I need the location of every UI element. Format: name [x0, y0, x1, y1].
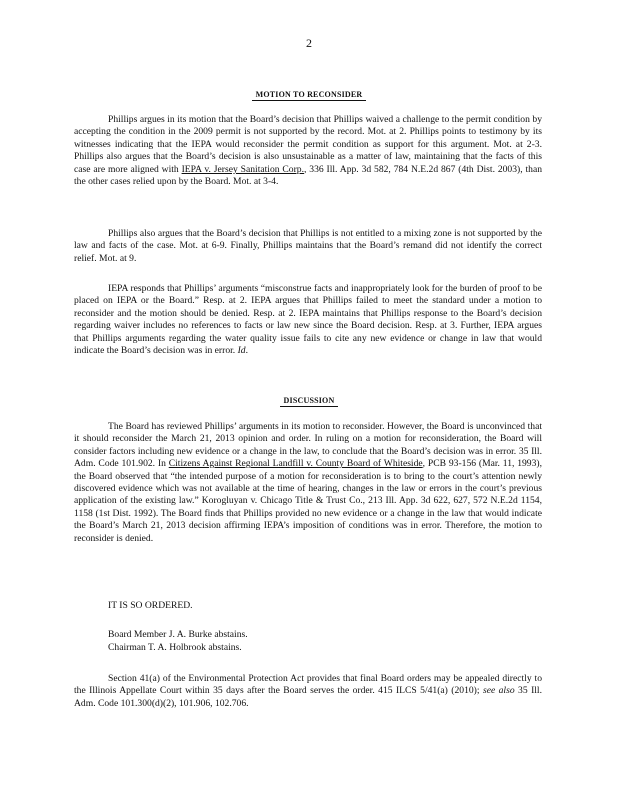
motion-paragraph-3-text-a: IEPA responds that Phillips’ arguments “misconstrue facts and inappropriately look for the burden of proof to be placed on IEPA or the Board.” Resp. at 2. IEPA argues that Phillips failed to meet the standard under a motion to reconsider and the motion should be denied. Resp. at 2. IEPA maintains that Phillips response to the Board’s decision regarding waiver includes no references to facts or law new since the Board decision. Resp. at 3. Further, IEPA argues that Phillips arguments regarding the water quality issue fails to cite any new evidence or change in law that would indicate the Board’s decision was in error.: [74, 283, 542, 357]
discussion-heading-text: DISCUSSION: [280, 396, 339, 407]
discussion-paragraph-2: [74, 673, 542, 710]
motion-paragraph-2: Phillips also argues that the Board’s decision that Phillips is not entitled to a mixing zone is not supported by the law and facts of the case. Mot. at 6-9. Finally, Phillips maintains that the Board’s remand did not identify the correct relief. Mot. at 9.: [74, 228, 542, 264]
order-statement: IT IS SO ORDERED.: [108, 600, 193, 611]
motion-heading-text: MOTION TO RECONSIDER: [252, 90, 367, 101]
discussion-paragraph-1-text-b: , PCB 93-156 (Mar. 11, 1993), the Board observed that “the intended purpose of a motion for reconsideration is to bring to the court’s attention newly discovered evidence which was not available at the time of hearing, changes in the law or errors in the court’s previous application of the existing law.” Korogluyan v. Chicago Title & Trust Co., 213 Ill. App. 3d 622, 627, 572 N.E.2d 1154, 1158 (1st Dist. 1992). The Board finds that Phillips provided no new evidence or a change in the law that would indicate the Board’s March 21, 2013 decision affirming IEPA’s imposition of conditions was in error. Therefore, the motion to reconsider is denied.: [74, 458, 542, 544]
discussion-heading: [0, 396, 618, 405]
case-citation-carl-whiteside: Citizens Against Regional Landfill v. County Board of Whiteside: [168, 458, 423, 470]
case-citation-jersey-sanitation: IEPA v. Jersey Sanitation Corp.: [181, 163, 304, 175]
page-number: 2: [306, 36, 312, 50]
motion-paragraph-3: [74, 283, 542, 357]
discussion-paragraph-2-text-b: 35 Ill. Adm. Code 101.300(d)(2), 101.906, 102.706.: [74, 685, 542, 709]
motion-paragraph-3-text-b: .: [245, 345, 248, 357]
see-also-signal: see also: [482, 685, 515, 697]
discussion-paragraph-2-text-a: Section 41(a) of the Environmental Protection Act provides that final Board orders may be appealed directly to the Illinois Appellate Court within 35 days after the Board serves the order. 415 ILCS 5/41(a) (2010);: [74, 673, 542, 697]
id-citation: Id: [237, 345, 246, 357]
motion-paragraph-1-text-b: , 336 Ill. App. 3d 582, 784 N.E.2d 867 (4th Dist. 2003), than the other cases relied upon by the Board. Mot. at 3-4.: [74, 163, 543, 188]
abstain-burke: Board Member J. A. Burke abstains.: [108, 629, 248, 640]
motion-paragraph-1: [74, 114, 542, 188]
abstain-holbrook: Chairman T. A. Holbrook abstains.: [108, 642, 242, 653]
discussion-paragraph-1-text-a: The Board has reviewed Phillips’ arguments in its motion to reconsider. However, the Board is unconvinced that it should reconsider the March 21, 2013 opinion and order. In ruling on a motion for reconsideration, the Board will consider factors including new evidence or a change in the law, to conclude that the Board’s decision was in error. 35 Ill. Adm. Code 101.902. In: [74, 421, 542, 470]
discussion-paragraph-1: [74, 421, 542, 545]
motion-heading: [0, 90, 618, 99]
motion-paragraph-1-text-a: Phillips argues in its motion that the Board’s decision that Phillips waived a challenge to the permit condition by accepting the condition in the 2009 permit is not supported by the record. Mot. at 2. Phillips points to testimony by its witnesses indicating that the IEPA would reconsider the permit condition as support for this argument. Mot. at 2-3. Phillips also argues that the Board’s decision is also unsustainable as a matter of law, maintaining that the facts of this case are more aligned with: [74, 114, 542, 175]
